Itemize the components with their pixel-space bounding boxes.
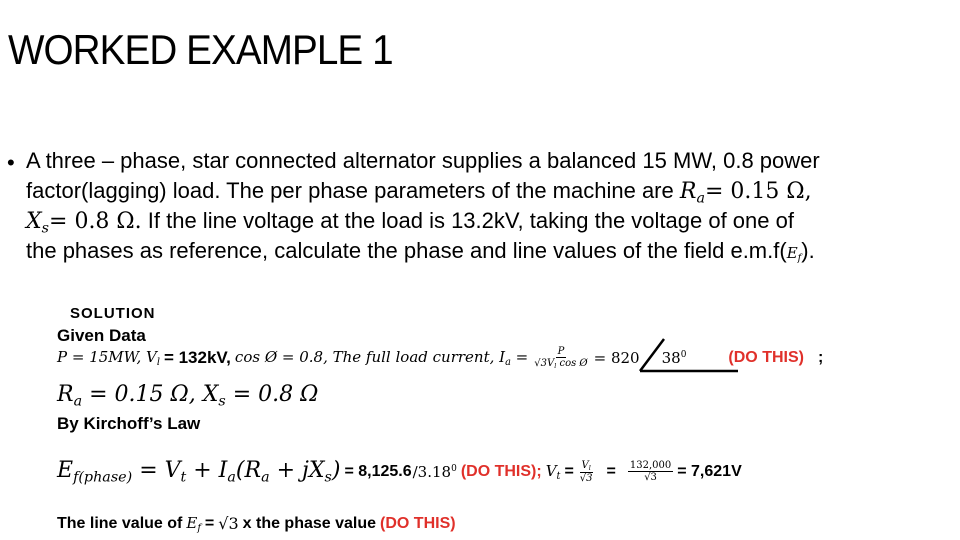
- xs-symbol: $X_s$: [26, 209, 50, 237]
- current-angle: $38^0$: [644, 349, 687, 367]
- line-value-ef: $E_f$: [186, 514, 201, 534]
- given-row-2: $R_a = 0.15$ Ω, $X_s = 0.8$ Ω: [57, 382, 319, 410]
- ra-value: = 0.15 Ω,: [704, 179, 812, 204]
- vt-fraction-1: $\frac{V_l}{√3}$: [579, 459, 593, 484]
- vt-label: $V_t$: [545, 461, 561, 482]
- equation-row: [57, 458, 742, 485]
- ef-value: = 8,125.6: [344, 462, 412, 480]
- current-label: cos Ø = 0.8, The full load current, $I_a$ =: [234, 348, 529, 368]
- angle-symbol-icon: [638, 337, 748, 373]
- vt-equals: =: [564, 462, 574, 480]
- line-value-eq: =: [204, 514, 215, 532]
- problem-line-1: A three – phase, star connected alternator supplies a balanced 15 MW, 0.8 power: [26, 148, 820, 173]
- do-this-current: (DO THIS): [728, 348, 804, 366]
- given-row-1: [57, 346, 823, 370]
- ra-symbol: $R_a$: [679, 179, 705, 207]
- power-given: P = 15MW, $V_l$: [57, 348, 160, 368]
- problem-line-4-text: the phases as reference, calculate the phase and line values of the field e.m.f(: [26, 238, 787, 263]
- xs-value: = 0.8 Ω.: [49, 209, 142, 234]
- line-value-tail: x the phase value: [242, 514, 377, 532]
- ef-symbol: $E_f$: [786, 244, 802, 264]
- current-result: = 820: [593, 348, 640, 367]
- voltage-given: = 132kV,: [163, 347, 231, 367]
- line-value-start: The line value of: [57, 514, 183, 532]
- vt-fraction-2: $\frac{132,000}{√3}$: [629, 460, 672, 484]
- do-this-line: (DO THIS): [380, 514, 456, 532]
- sqrt3: √3: [218, 514, 239, 534]
- bullet-marker: •: [7, 150, 15, 175]
- problem-line-2: [26, 178, 812, 206]
- ef-equation: $E_{f(phase)} = V_t + I_a(R_a + jX_s)$: [57, 458, 341, 486]
- page-title: WORKED EXAMPLE 1: [8, 26, 393, 73]
- given-data-heading: Given Data: [57, 326, 146, 345]
- problem-line-4-end: ).: [801, 238, 815, 263]
- line-value-row: [57, 514, 456, 534]
- vt-final: = 7,621V: [677, 462, 742, 480]
- problem-line-3-text: If the line voltage at the load is 13.2kV, taking the voltage of one of: [141, 208, 794, 233]
- ef-angle: /3.18$^0$: [412, 462, 457, 481]
- row1-semicolon: ;: [817, 348, 824, 366]
- problem-line-2-text: factor(lagging) load. The per phase parameters of the machine are: [26, 178, 680, 203]
- problem-line-4: [26, 238, 815, 264]
- problem-line-3: [26, 208, 794, 236]
- current-fraction: $\frac{P}{√3V_l \cos Ø}$: [534, 346, 588, 370]
- kirchoff-heading: By Kirchoff’s Law: [57, 414, 201, 433]
- solution-heading: SOLUTION: [70, 305, 156, 322]
- vt-equals-2: =: [606, 462, 616, 480]
- do-this-ef: (DO THIS);: [460, 462, 542, 480]
